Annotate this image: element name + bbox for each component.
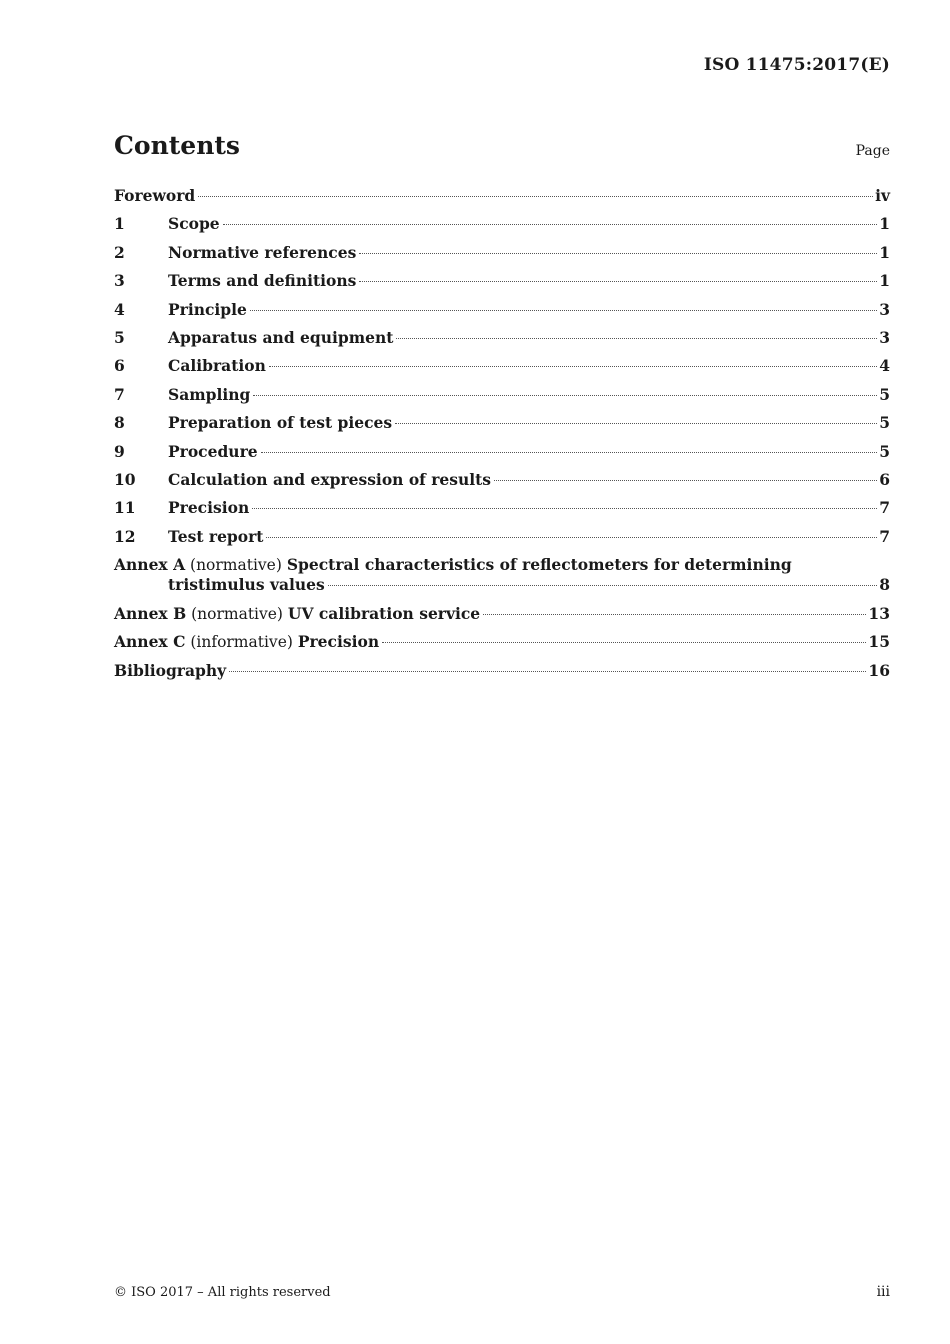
toc-entry-page: 7	[879, 498, 890, 518]
dot-leader	[269, 366, 877, 367]
toc-entry-title: Preparation of test pieces	[168, 413, 393, 433]
toc-entry-clause-5[interactable]	[114, 328, 890, 356]
dot-leader	[229, 671, 866, 672]
toc-entry-title: Calculation and expression of results	[168, 469, 492, 489]
dot-leader	[198, 196, 873, 197]
toc-entry-title: Precision	[168, 498, 250, 518]
toc-entry-page: 4	[879, 356, 890, 376]
contents-header	[114, 131, 890, 165]
toc-entry-title: Bibliography	[114, 660, 227, 680]
toc-entry-number: 8	[114, 413, 125, 433]
toc-entry-title: UV calibration service	[287, 604, 481, 624]
page-column-label: Page	[855, 143, 890, 159]
document-identifier: ISO 11475:2017(E)	[703, 55, 890, 75]
toc-entry-title: Test report	[168, 526, 264, 546]
toc-entry-title: Sampling	[168, 384, 251, 404]
annex-prefix: Annex B	[114, 604, 187, 624]
toc-entry-page: 7	[879, 526, 890, 546]
toc-entry-annex-c[interactable]	[114, 632, 890, 660]
toc-entry-annex-a[interactable]	[114, 555, 890, 604]
toc-entry-annex-b[interactable]	[114, 604, 890, 632]
dot-leader	[494, 480, 877, 481]
dot-leader	[261, 452, 878, 453]
toc-entry-number: 1	[114, 214, 125, 234]
dot-leader	[483, 614, 866, 615]
toc-entry-number: 11	[114, 498, 136, 518]
dot-leader	[253, 395, 877, 396]
annex-prefix: Annex C	[114, 632, 186, 652]
toc-entry-clause-6[interactable]	[114, 356, 890, 384]
toc-entry-title: Foreword	[114, 186, 196, 205]
toc-entry-title: Terms and definitions	[168, 271, 357, 291]
toc-entry-clause-4[interactable]	[114, 300, 890, 328]
toc-entry-page: 1	[879, 271, 890, 291]
toc-entry-page: 8	[879, 575, 890, 595]
annex-qualifier: (informative)	[190, 633, 293, 652]
toc-entry-page: 15	[868, 632, 890, 652]
toc-entry-page: iv	[875, 186, 890, 205]
toc-entry-page: 5	[879, 413, 890, 433]
toc-entry-clause-8[interactable]	[114, 413, 890, 441]
toc-entry-page: 5	[879, 441, 890, 461]
toc-entry-title: Procedure	[168, 441, 258, 461]
annex-qualifier: (normative)	[190, 556, 282, 575]
toc-entry-title: Normative references	[168, 242, 357, 262]
annex-qualifier: (normative)	[191, 605, 283, 624]
toc-entry-page: 13	[868, 604, 890, 624]
footer-copyright: © ISO 2017 – All rights reserved	[114, 1285, 331, 1300]
dot-leader	[396, 338, 877, 339]
toc-entry-foreword[interactable]	[114, 186, 890, 214]
toc-entry-title: Scope	[168, 214, 220, 234]
toc-entry-number: 10	[114, 469, 136, 489]
toc-entry-number: 6	[114, 356, 125, 376]
toc-entry-number: 3	[114, 271, 125, 291]
toc-entry-number: 9	[114, 441, 125, 461]
toc-entry-number: 4	[114, 299, 125, 319]
toc-entry-title-continued: tristimulus values	[168, 575, 325, 595]
contents-title: Contents	[114, 131, 241, 160]
toc-entry-number: 7	[114, 384, 125, 404]
dot-leader	[250, 310, 877, 311]
toc-entry-clause-7[interactable]	[114, 385, 890, 413]
table-of-contents	[114, 186, 890, 689]
toc-entry-bibliography[interactable]	[114, 661, 890, 689]
toc-entry-clause-2[interactable]	[114, 243, 890, 271]
toc-entry-page: 1	[879, 242, 890, 262]
toc-entry-title: Apparatus and equipment	[168, 327, 394, 347]
toc-entry-title: Principle	[168, 299, 247, 319]
annex-prefix: Annex A	[114, 555, 186, 575]
toc-entry-page: 5	[879, 384, 890, 404]
dot-leader	[359, 253, 877, 254]
toc-entry-page: 3	[879, 327, 890, 347]
dot-leader	[395, 423, 877, 424]
dot-leader	[328, 585, 877, 586]
toc-entry-title: Calibration	[168, 356, 266, 376]
dot-leader	[223, 224, 878, 225]
toc-entry-clause-9[interactable]	[114, 442, 890, 470]
toc-entry-clause-11[interactable]	[114, 498, 890, 526]
toc-entry-clause-10[interactable]	[114, 470, 890, 498]
toc-entry-page: 16	[868, 660, 890, 680]
toc-entry-number: 2	[114, 242, 125, 262]
toc-entry-number: 5	[114, 327, 125, 347]
toc-entry-clause-3[interactable]	[114, 271, 890, 299]
dot-leader	[266, 537, 877, 538]
toc-entry-clause-12[interactable]	[114, 527, 890, 555]
toc-entry-page: 6	[879, 469, 890, 489]
toc-entry-clause-1[interactable]	[114, 214, 890, 242]
toc-entry-title: Precision	[297, 632, 380, 652]
toc-entry-page: 3	[879, 299, 890, 319]
toc-entry-title: Spectral characteristics of reflectometers for determining	[286, 555, 792, 575]
toc-entry-page: 1	[879, 214, 890, 234]
dot-leader	[382, 642, 866, 643]
footer-page-number: iii	[876, 1284, 890, 1300]
dot-leader	[252, 508, 877, 509]
toc-entry-number: 12	[114, 526, 136, 546]
dot-leader	[359, 281, 877, 282]
